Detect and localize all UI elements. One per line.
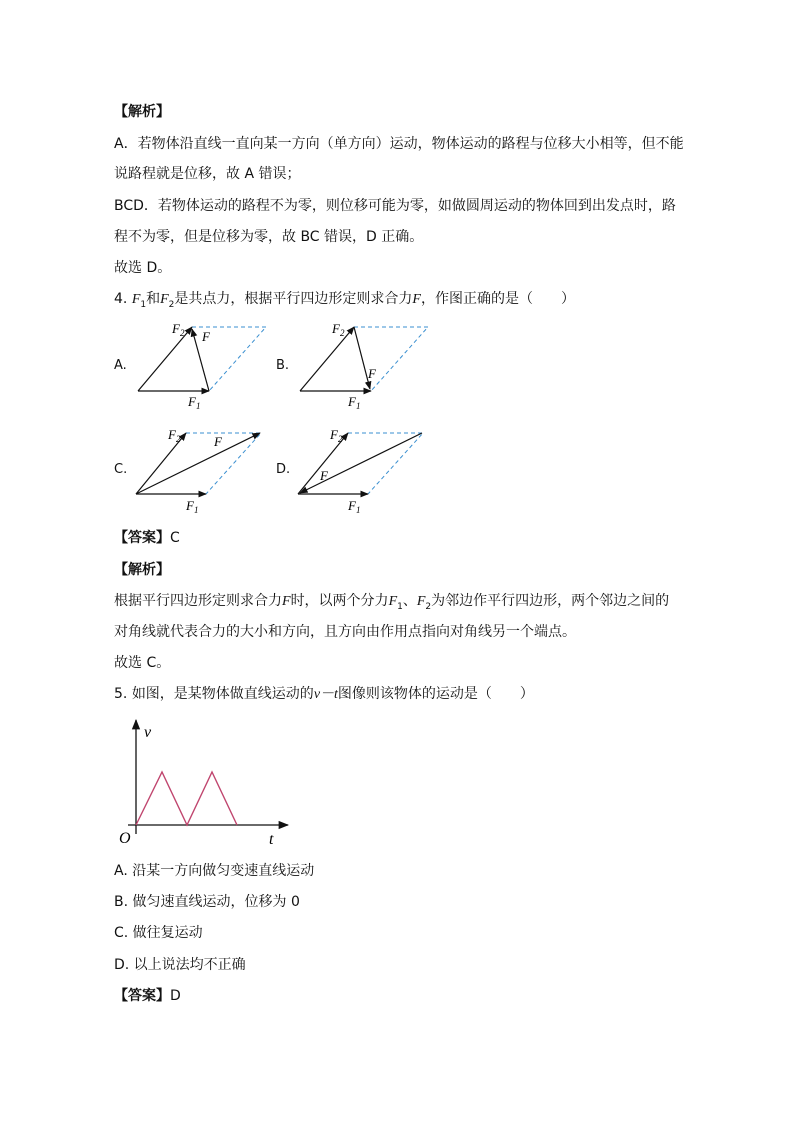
q5-option-c: C. 做往复运动 [114,925,203,941]
q5-stem-vt: v－t [313,687,338,702]
vt-line [136,772,237,825]
q5-answer [114,986,181,1006]
q4-option-c-label: C. [114,462,128,477]
q4-option-d-label: D. [276,462,291,477]
q4-analysis-line-1 [114,591,669,617]
q4-figure-a [130,318,280,418]
fig-b-label-f1: $F_1$ [348,394,361,411]
q4-analysis-f2: F [416,594,426,609]
q4-conclusion: 故选 C。 [114,655,171,671]
q4-stem-end: ，作图正确的是（ ） [420,291,575,307]
q4-analysis-text-a: 根据平行四边形定则求合力 [114,593,282,609]
fig-c-f-arrow [136,433,260,494]
fig-c-label-f: F [214,434,222,449]
q5-vt-graph [110,716,300,848]
q4-analysis-f2-sub: 2 [425,601,432,612]
q5-option-d: D. 以上说法均不正确 [114,957,246,973]
q5-answer-label: 【答案】 [114,988,170,1004]
q4-f2-sub: 2 [168,299,175,310]
fig-a-label-f2: $F_2$ [172,321,185,338]
fig-b-label-f2: $F_2$ [332,321,345,338]
q5-answer-value: D [170,988,181,1004]
x-axis-label: t [269,831,274,848]
q5-number: 5. [114,686,128,702]
q4-answer-value: C [170,530,180,546]
q4-answer-label: 【答案】 [114,530,170,546]
q4-analysis-text-b: 时，以两个分力 [290,593,389,609]
solution-line-2: 说路程就是位移，故 A 错误； [114,166,301,182]
q4-f1-sub: 1 [140,299,147,310]
q4-number: 4. [114,291,128,307]
q4-f1: F [131,292,141,307]
q4-analysis-sep: 、 [402,593,417,609]
q4-and: 和 [146,291,161,307]
q5-stem [114,684,534,705]
fig-b-dashed-edges [354,327,428,391]
solution-line-1: A．若物体沿直线一直向某一方向（单方向）运动，物体运动的路程与位移大小相等，但不能 [114,136,684,152]
fig-d-f-arrow [300,433,422,493]
solution-line-4: 程不为零，但是位移为零，故 BC 错误，D 正确。 [114,229,424,245]
q4-analysis-f1-sub: 1 [397,601,403,612]
q4-stem [114,289,575,315]
q5-option-b: B. 做匀速直线运动，位移为 0 [114,894,300,910]
fig-a-label-f: F [202,329,210,344]
fig-b-f2-arrow [300,327,354,391]
q4-analysis-f: F [282,594,291,609]
q4-answer [114,528,180,548]
fig-a-label-f1: $F_1$ [188,394,201,411]
q4-stem-mid: 是共点力，根据平行四边形定则求合力 [174,291,413,307]
solution-line-3: BCD．若物体运动的路程不为零，则位移可能为零，如做圆周运动的物体回到出发点时，路 [114,198,676,214]
fig-c-label-f2: $F_2$ [168,427,181,444]
solution-conclusion: 故选 D。 [114,260,172,276]
q4-option-b-label: B. [276,358,290,373]
q4-figure-b [292,318,442,418]
fig-c-label-f1: $F_1$ [186,498,199,515]
y-axis-label: v [144,724,152,741]
fig-d-label-f: F [320,468,328,483]
q4-stem-f: F [412,292,421,307]
fig-d-label-f2: $F_2$ [330,427,343,444]
solution-heading: 【解析】 [114,104,170,120]
q4-analysis-line-2: 对角线就代表合力的大小和方向，且方向由作用点指向对角线另一个端点。 [114,624,576,640]
fig-d-label-f1: $F_1$ [348,498,361,515]
origin-label: O [119,830,131,847]
fig-b-label-f: F [368,366,376,381]
q4-analysis-text-c: 为邻边作平行四边形，两个邻边之间的 [431,593,670,609]
q4-analysis-f1: F [388,594,398,609]
q4-figure-c [130,424,280,524]
q5-stem-a: 如图，是某物体做直线运动的 [131,686,314,702]
q5-stem-b: 图像则该物体的运动是（ ） [337,686,534,702]
q5-option-a: A. 沿某一方向做匀变速直线运动 [114,863,315,879]
q4-analysis-heading: 【解析】 [114,562,170,578]
q4-f2: F [160,292,169,307]
q4-option-a-label: A. [114,358,127,373]
q4-figure-d [292,424,442,524]
